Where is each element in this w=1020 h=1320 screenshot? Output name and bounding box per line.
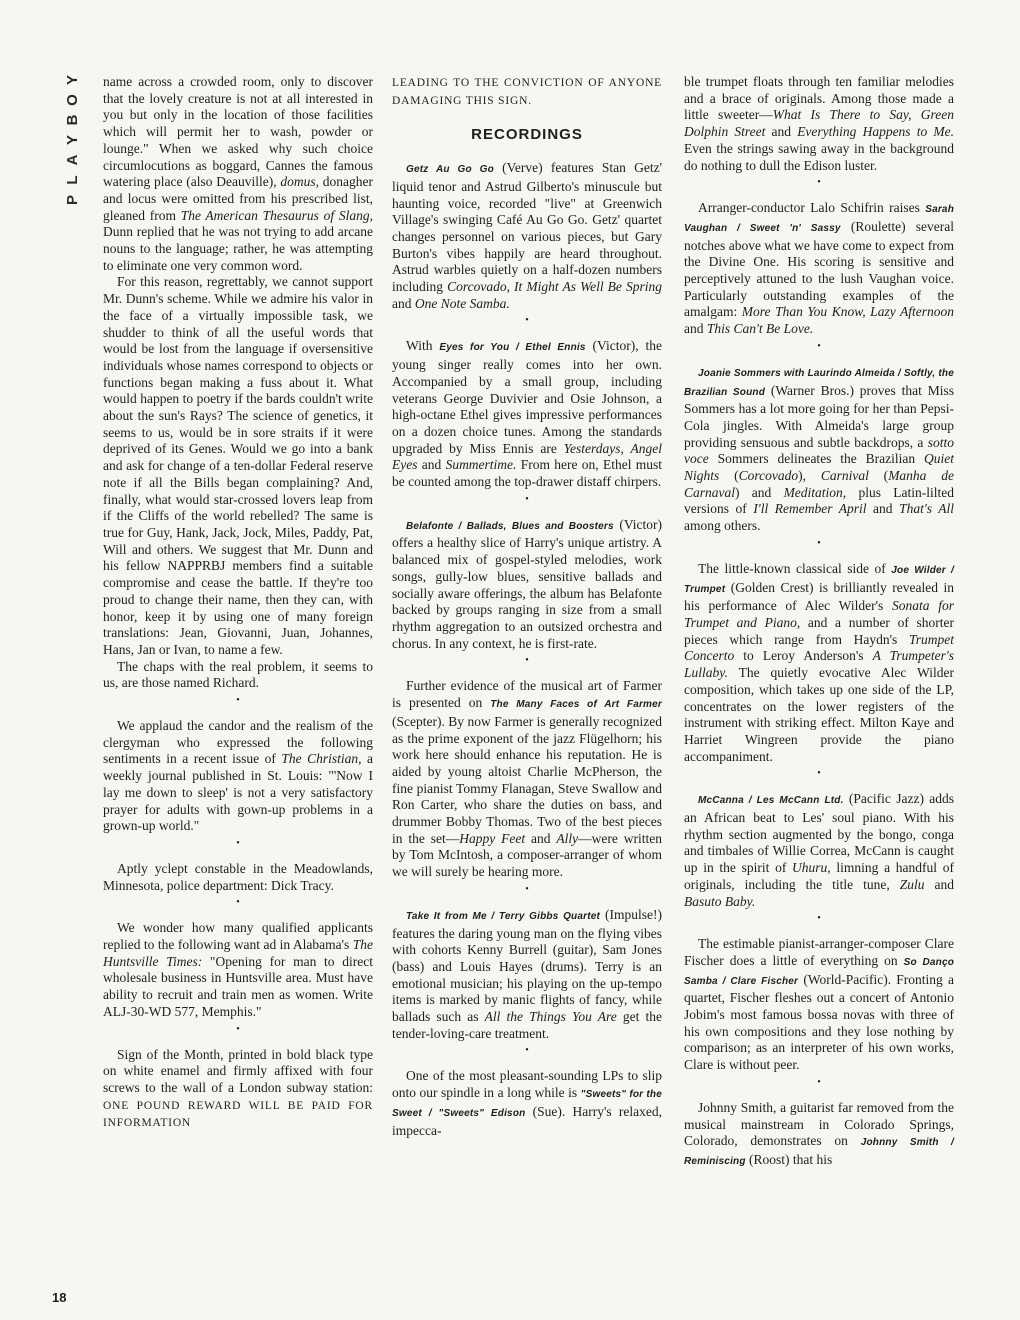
separator-bullet: •	[817, 1076, 821, 1088]
paragraph: For this reason, regrettably, we cannot support Mr. Dunn's scheme. While we admire his valor in the face of a virtually impossible task, we shudder to think of all the useful words that would be lost from the language if oversensitive individuals whose names correspond to objects or functions began making a fuss about it. What would happen to poetry if the bards couldn't write about the sun's Rays? The science of genetics, it seems to us, would be in sore straits if it were deprived of its Genes. Would we go into a bank and ask for change of a ten-dollar Federal reserve note if all the Bills began complaining? And, finally, what would star-crossed lovers leap from if the Cliffs of the world rebelled? The same is true for Guy, Hank, Jack, Jock, Miles, Paddy, Pat, Will and others. We suggest that Mr. Dunn and his fellow NAPPRBJ members find a suitable compromise and cease the battle. If they're too proud to change their name, then they can, with honor, keep it by using one of many foreign translations: Jean, Giovanni, Juan, Johannes, Hans, Jan or Ivan, to name a few.	[103, 274, 373, 657]
review-paragraph: Belafonte / Ballads, Blues and Boosters (Victor) offers a healthy slice of Harry's unique artistry. A balanced mix of gospel-styled melodies, work songs, gully-low blues, sensitive ballads and socially aware offerings, the album has Belafonte backed by groups ranging in size from a small rhythm aggregation to an outsized orchestra and chorus. In any context, he is first-rate.	[392, 516, 662, 651]
review-paragraph: McCanna / Les McCann Ltd. (Pacific Jazz) adds an African beat to Les' soul piano. With his rhythm section augmented by the bongo, conga and timbales of Willie Correa, McCann is caught up in the spirit of Uhuru, limning a handful of originals, including the title tune, Zulu and Basuto Baby.	[684, 791, 955, 909]
separator-bullet: •	[817, 537, 821, 549]
paragraph: name across a crowded room, only to discover that the lovely creature is not at all interested in you but only in the location of those facilities which will permit her to wash, powder or lounge." When we asked why such choice circumlocutions as boggard, Cannes the famous watering place (also Deauville), domus, donagher and locus were omitted from his prescribed list, gleaned from The American Thesaurus of Slang, Dunn replied that he was not trying to add arcane nouns to the language; rather, he was attempting to eliminate one very common word.	[103, 74, 373, 273]
separator-bullet: •	[817, 177, 821, 189]
paragraph: Aptly yclept constable in the Meadowlands, Minnesota, police department: Dick Tracy.	[103, 860, 373, 893]
section-title: RECORDINGS	[471, 126, 583, 144]
review-paragraph: Joanie Sommers with Laurindo Almeida / Softly, the Brazilian Sound (Warner Bros.) proves that Miss Sommers has a lot more going for her than Pepsi-Cola jingles. With Almeida's large group providing sensuous and subtle backdrops, a sotto voce Sommers delineates the Brazilian Quiet Nights (Corcovado), Carnival (Manha de Carnaval) and Meditation, plus Latin-lilted versions of I'll Remember April and That's All among others.	[684, 367, 955, 534]
paragraph: LEADING TO THE CONVICTION OF ANYONE DAMAGING THIS SIGN.	[392, 77, 662, 107]
brand-letter: L	[64, 175, 81, 185]
brand-letter: A	[64, 154, 81, 166]
column-1	[103, 74, 373, 1132]
separator-bullet: •	[525, 493, 529, 505]
brand-letter: O	[64, 94, 81, 106]
column-3	[684, 74, 954, 1171]
separator-bullet: •	[236, 1023, 240, 1035]
separator-bullet: •	[525, 655, 529, 667]
separator-bullet: •	[236, 837, 240, 849]
separator-bullet: •	[817, 913, 821, 925]
separator-bullet: •	[525, 1045, 529, 1057]
review-paragraph: Getz Au Go Go (Verve) features Stan Getz' liquid tenor and Astrud Gilberto's minuscule but haunting voice, recorded "live" at Greenwich Village's swinging Café Au Go Go. Getz' quartet changes personnel on various pieces, but Gary Burton's vibes happily are heard throughout. Astrud warbles quietly on a half-dozen numbers including Corcovado, It Might As Well Be Spring and One Note Samba.	[392, 160, 663, 311]
review-paragraph: With Eyes for You / Ethel Ennis (Victor), the young singer really comes into her own. Accompanied by a small group, including veterans George Duvivier and Osie Johnson, a high-octane Ethel gives impressive performances on a dozen choice tunes. Among the standards upgraded by Miss Ennis are Yesterdays, Angel Eyes and Summertime. From here on, Ethel must be counted among the top-drawer distaff chirpers.	[392, 338, 662, 490]
review-paragraph: One of the most pleasant-sounding LPs to slip onto our spindle in a long while is "Sweets" for the Sweet / "Sweets" Edison (Sue). Harry's relaxed, impecca-	[392, 1068, 662, 1138]
review-paragraph: The little-known classical side of Joe Wilder / Trumpet (Golden Crest) is brilliantly revealed in his performance of Alec Wilder's Sonata for Trumpet and Piano, and a number of shorter pieces which range from Haydn's Trumpet Concerto to Leroy Anderson's A Trumpeter's Lullaby. The quietly evocative Alec Wilder composition, which takes up one side of the LP, concentrates on the lower registers of the instrument with striking effect. Milton Kaye and Harriet Wingreen provide the piano accompaniment.	[684, 560, 954, 764]
magazine-brand-vertical	[62, 70, 84, 210]
review-paragraph: Arranger-conductor Lalo Schifrin raises Sarah Vaughan / Sweet 'n' Sassy (Roulette) several notches above what we have come to expect from the Divine One. His scoring is sensitive and perceptively attuned to the lush Vaughan voice. Particularly outstanding examples of the amalgam: More Than You Know, Lazy Afternoon and This Can't Be Love.	[684, 200, 954, 337]
review-paragraph: Take It from Me / Terry Gibbs Quartet (Impulse!) features the daring young man on the flying vibes with cohorts Kenny Burrell (guitar), Sam Jones (bass) and Louis Hayes (drums). Terry is an emotional musician; his playing on the up-tempo items is marked by manic flights of fancy, while ballads such as All the Things You Are get the tender-loving-care treatment.	[392, 906, 663, 1041]
review-paragraph: The estimable pianist-arranger-composer Clare Fischer does a little of everything on So Danço Samba / Clare Fischer (World-Pacific). Fronting a quartet, Fischer fleshes out a concert of Antonio Jobim's most famous bossa novas with three of his own compositions and they lose nothing by comparison; as an interpreter of his own works, Clare is without peer.	[684, 936, 955, 1073]
separator-bullet: •	[236, 897, 240, 909]
separator-bullet: •	[817, 340, 821, 352]
paragraph: Sign of the Month, printed in bold black type on white enamel and firmly affixed with four screws to the wall of a London subway station: ONE POUND REWARD WILL BE PAID FOR INFORMATION	[103, 1046, 373, 1130]
page-number: 18	[52, 1290, 67, 1305]
brand-letter: Y	[64, 75, 81, 86]
paragraph: We wonder how many qualified applicants replied to the following want ad in Alabama's The Huntsville Times: "Opening for man to direct wholesale business in Huntsville area. Must have ability to recruit and train men as women. Write ALJ-30-WD 577, Memphis."	[103, 920, 374, 1019]
paragraph: We applaud the candor and the realism of the clergyman who expressed the following sentiments in a recent issue of The Christian, a weekly journal published in St. Louis: "'Now I lay me down to sleep' is not a very satisfactory prayer for adults with gown-up problems in a grown-up world."	[103, 718, 373, 834]
separator-bullet: •	[525, 315, 529, 327]
separator-bullet: •	[525, 883, 529, 895]
brand-letter: P	[64, 195, 81, 206]
separator-bullet: •	[236, 695, 240, 707]
review-paragraph: ble trumpet floats through ten familiar melodies and a brace of originals. Among those made a little sweeter—What Is There to Say, Green Dolphin Street and Everything Happens to Me. Even the strings sawing away in the background do nothing to dull the Edison luster.	[684, 74, 954, 173]
paragraph: The chaps with the real problem, it seems to us, are those named Richard.	[103, 658, 373, 691]
review-paragraph: Johnny Smith, a guitarist far removed from the musical mainstream in Colorado Springs, Colorado, demonstrates on Johnny Smith / Reminiscing (Roost) that his	[684, 1099, 954, 1167]
brand-letter: B	[64, 114, 81, 126]
review-paragraph: Further evidence of the musical art of Farmer is presented on The Many Faces of Art Farmer (Scepter). By now Farmer is generally recognized as the prime exponent of the jazz Flügelhorn; his work here should enhance his reputation. He is aided by young altoist Charlie McPherson, the fine pianist Tommy Flanagan, Steve Swallow and Ron Carter, who share the duties on bass, and drummer Bobby Thomas. Two of the best pieces in the set—Happy Feet and Ally—were written by Tom McIntosh, a composer-arranger of whom we will surely be hearing more.	[392, 678, 662, 880]
separator-bullet: •	[817, 768, 821, 780]
column-2	[392, 74, 662, 1139]
brand-letter: Y	[64, 135, 81, 146]
